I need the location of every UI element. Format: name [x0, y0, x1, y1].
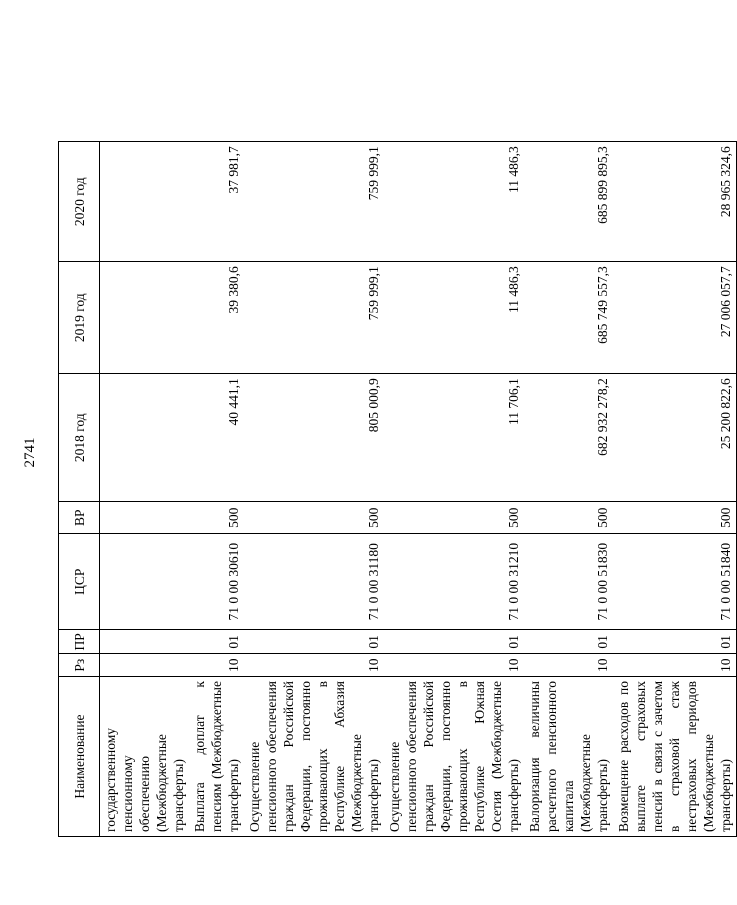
row-2018: 25 200 822,6	[613, 374, 737, 502]
row-csr	[100, 534, 190, 630]
row-rz	[100, 654, 190, 677]
row-name: Осуществление пенсионного обеспечения граждан Российской Федерации, постоянно проживающих в Республике Абхазия (Межбюджетные трансферты)	[244, 677, 384, 837]
header-rz: Рз	[59, 654, 100, 677]
table-row	[524, 142, 613, 837]
row-rz: 10	[189, 654, 244, 677]
row-2020	[100, 142, 190, 262]
row-vr: 500	[384, 502, 524, 534]
row-vr: 500	[189, 502, 244, 534]
row-2019: 11 486,3	[384, 262, 524, 374]
page-number: 2741	[22, 437, 38, 468]
row-2020: 37 981,7	[189, 142, 244, 262]
row-rz: 10	[244, 654, 384, 677]
row-name: Осуществление пенсионного обеспечения граждан Российской Федерации, постоянно проживающих в Республике Южная Осетия (Межбюджетные трансферты)	[384, 677, 524, 837]
row-name: государственному пенсионному обеспечению (Межбюджетные трансферты)	[100, 677, 190, 837]
row-2020: 28 965 324,6	[613, 142, 737, 262]
row-csr: 71 0 00 51830	[524, 534, 613, 630]
row-2019: 27 006 057,7	[613, 262, 737, 374]
row-2020: 685 899 895,3	[524, 142, 613, 262]
row-rz: 10	[613, 654, 737, 677]
row-2018: 40 441,1	[189, 374, 244, 502]
header-2020: 2020 год	[59, 142, 100, 262]
row-2018: 682 932 278,2	[524, 374, 613, 502]
table-row	[613, 142, 737, 837]
row-pr: 01	[244, 630, 384, 654]
row-pr: 01	[384, 630, 524, 654]
row-pr: 01	[613, 630, 737, 654]
row-csr: 71 0 00 31210	[384, 534, 524, 630]
table-row	[100, 142, 190, 837]
row-name: Валоризация величины расчетного пенсионного капитала (Межбюджетные трансферты)	[524, 677, 613, 837]
row-2018: 805 000,9	[244, 374, 384, 502]
row-pr: 01	[524, 630, 613, 654]
row-rz: 10	[384, 654, 524, 677]
row-2018	[100, 374, 190, 502]
row-2019: 685 749 557,3	[524, 262, 613, 374]
header-2019: 2019 год	[59, 262, 100, 374]
header-pr: ПР	[59, 630, 100, 654]
row-2020: 759 999,1	[244, 142, 384, 262]
row-2020: 11 486,3	[384, 142, 524, 262]
row-2018: 11 706,1	[384, 374, 524, 502]
row-vr: 500	[613, 502, 737, 534]
row-2019: 39 380,6	[189, 262, 244, 374]
row-2019: 759 999,1	[244, 262, 384, 374]
row-vr	[100, 502, 190, 534]
row-pr: 01	[189, 630, 244, 654]
header-name: Наименование	[59, 677, 100, 837]
row-csr: 71 0 00 51840	[613, 534, 737, 630]
table-row	[244, 142, 384, 837]
row-csr: 71 0 00 31180	[244, 534, 384, 630]
row-name: Выплата доплат к пенсиям (Межбюджетные трансферты)	[189, 677, 244, 837]
row-csr: 71 0 00 30610	[189, 534, 244, 630]
row-name: Возмещение расходов по выплате страховых пенсий в связи с зачетом в страховой стаж нестраховых периодов (Межбюджетные трансферты)	[613, 677, 737, 837]
header-csr: ЦСР	[59, 534, 100, 630]
row-pr	[100, 630, 190, 654]
header-vr: ВР	[59, 502, 100, 534]
row-2019	[100, 262, 190, 374]
row-vr: 500	[244, 502, 384, 534]
table-row	[189, 142, 244, 837]
table-header-row	[59, 142, 100, 837]
row-vr: 500	[524, 502, 613, 534]
table-row	[384, 142, 524, 837]
row-rz: 10	[524, 654, 613, 677]
budget-table	[58, 141, 737, 837]
header-2018: 2018 год	[59, 374, 100, 502]
